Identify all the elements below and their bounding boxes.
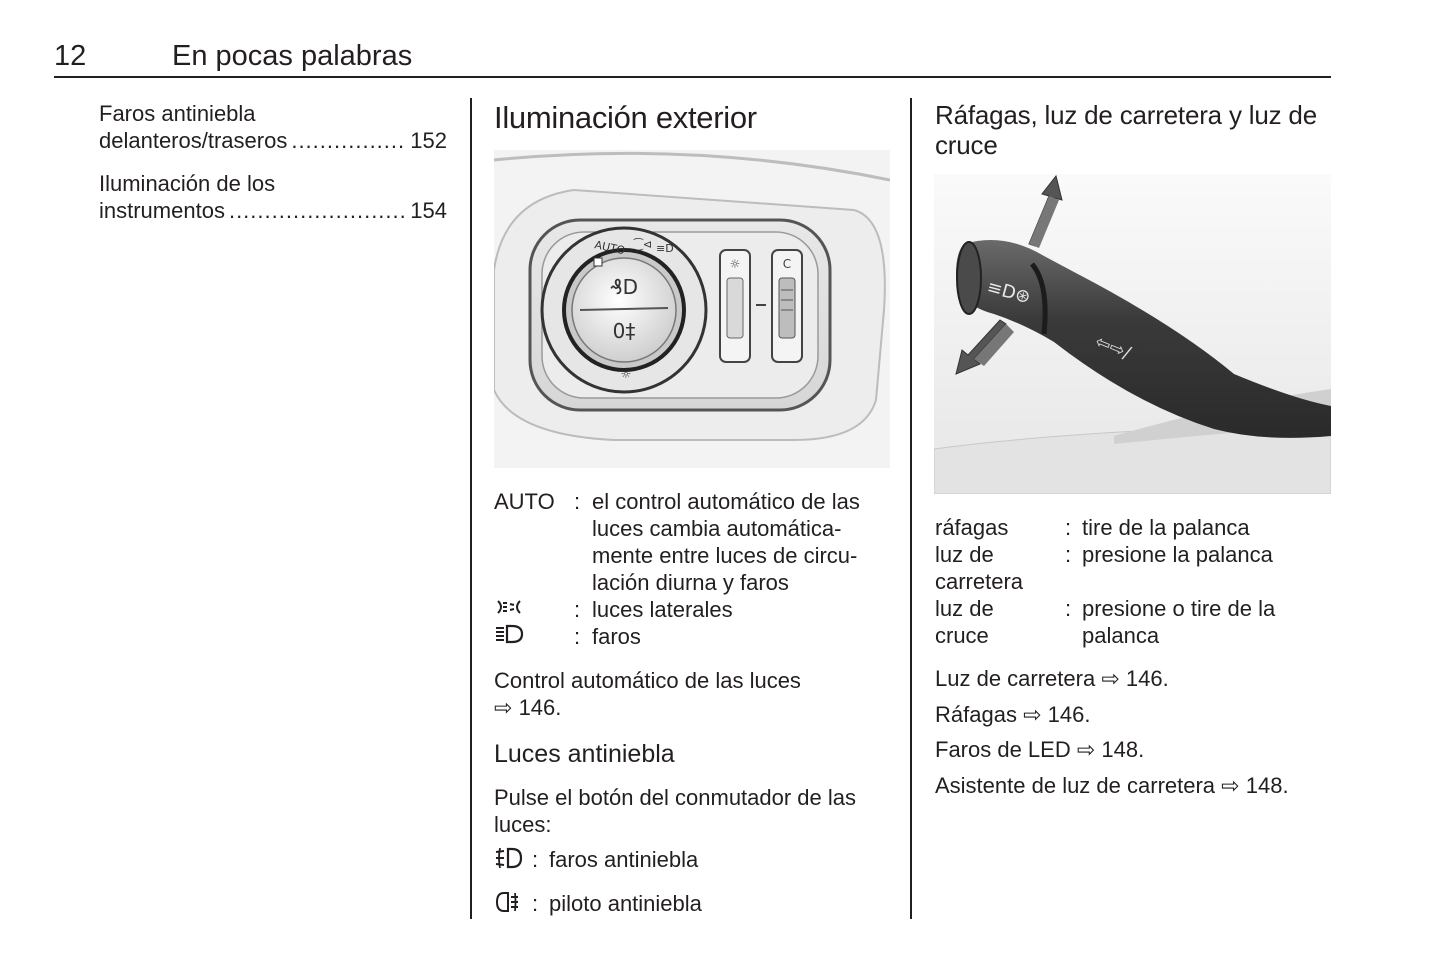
legend-desc-line: mente entre luces de circu- xyxy=(592,543,858,568)
cross-reference-arrow-icon: ⇨ xyxy=(1076,737,1096,762)
light-switch-illustration xyxy=(494,150,890,468)
side-lights-icon xyxy=(494,596,526,624)
cross-reference-arrow-icon: ⇨ xyxy=(1221,773,1240,798)
toc-page-number: 154 xyxy=(410,198,447,223)
legend-term-line: carretera xyxy=(935,569,1024,594)
headlights-symbol: ≡D xyxy=(656,242,674,255)
auto-control-reference[interactable] xyxy=(494,694,801,721)
side-lights-symbol: ⁐⊲ xyxy=(634,238,653,251)
svg-text:⇦⇨/: ⇦⇨/ xyxy=(1092,331,1134,365)
cross-reference-arrow-icon: ⇨ xyxy=(494,695,513,720)
legend-desc-front-fog: faros antiniebla xyxy=(549,847,699,872)
legend-colon: : xyxy=(1065,542,1072,567)
legend-desc-line: faros xyxy=(592,624,641,649)
legend-term-high-beam xyxy=(935,541,1023,595)
toc-entry-instrument-lighting[interactable] xyxy=(99,170,447,224)
auto-label: AUTO xyxy=(593,238,627,258)
legend-term-auto: AUTO xyxy=(494,489,555,514)
toc-leader-dots xyxy=(229,197,406,224)
legend-desc-rear-fog: piloto antiniebla xyxy=(549,891,702,916)
turn-signal-lever-illustration xyxy=(934,174,1331,494)
legend-colon: : xyxy=(532,891,539,916)
headlights-icon xyxy=(494,623,526,651)
legend-term-flash xyxy=(935,514,1008,541)
section-heading-headlight-beams xyxy=(935,100,1335,160)
legend-desc-line: presione la palanca xyxy=(1082,542,1273,567)
legend-desc-line: luces laterales xyxy=(592,597,733,622)
reference-text: Luz de carretera xyxy=(935,666,1096,691)
legend-desc-line: lación diurna y faros xyxy=(592,570,789,595)
lever-legend xyxy=(935,514,1335,654)
auto-control-paragraph xyxy=(494,667,801,721)
section-heading-fog-lights: Luces antiniebla xyxy=(494,740,675,768)
cross-reference-high-beam-assist[interactable] xyxy=(935,772,1289,799)
light-switch-legend xyxy=(494,488,894,648)
legend-desc-line: palanca xyxy=(1082,623,1160,648)
legend-term-line: luz de xyxy=(935,542,994,567)
toc-entry-fog-lights[interactable] xyxy=(99,100,447,154)
legend-term-line: cruce xyxy=(935,623,989,648)
page-title: En pocas palabras xyxy=(172,40,413,72)
turn-signal-lever-figure xyxy=(934,174,1331,494)
legend-colon: : xyxy=(574,489,581,514)
svg-text:≡D⊛: ≡D⊛ xyxy=(984,276,1033,309)
cross-reference-high-beam[interactable] xyxy=(935,665,1169,692)
legend-desc-flash xyxy=(1082,514,1250,541)
toc-entry-line1: Faros antiniebla xyxy=(99,101,256,126)
instrument-illumination-symbol: ☼ xyxy=(620,367,632,381)
fog-intro-paragraph xyxy=(494,784,856,838)
reference-text: Asistente de luz de carretera xyxy=(935,773,1216,798)
legend-colon: : xyxy=(532,847,539,872)
reference-page: 148. xyxy=(1245,773,1289,798)
toc-leader-dots xyxy=(291,127,406,154)
heading-line: Ráfagas, luz de carretera y luz de xyxy=(935,100,1317,130)
front-fog-icon xyxy=(494,846,524,876)
legend-colon: : xyxy=(1065,515,1072,540)
legend-term-line: ráfagas xyxy=(935,515,1009,540)
front-fog-symbol: ₰D xyxy=(609,275,639,299)
column-divider-left xyxy=(470,98,472,919)
toc-entry-line2: instrumentos xyxy=(99,198,225,223)
fog-intro-line: luces: xyxy=(494,812,552,837)
legend-desc-low-beam xyxy=(1082,595,1275,649)
cross-reference-arrow-icon: ⇨ xyxy=(1023,702,1042,727)
legend-desc-auto xyxy=(592,488,860,596)
legend-desc-high-beam xyxy=(1082,541,1273,568)
reference-page: 148. xyxy=(1101,737,1145,762)
auto-control-text: Control automático de las luces xyxy=(494,668,801,693)
cross-reference-led[interactable] xyxy=(935,736,1144,763)
rear-fog-symbol: 0‡ xyxy=(612,319,636,343)
legend-desc-headlights xyxy=(592,623,641,650)
legend-desc-line: el control automático de las xyxy=(592,489,860,514)
reference-page: 146. xyxy=(1125,666,1169,691)
cross-reference-arrow-icon: ⇨ xyxy=(1101,666,1120,691)
cross-reference-flash[interactable] xyxy=(935,701,1090,728)
reference-text: Faros de LED xyxy=(935,737,1071,762)
legend-colon: : xyxy=(574,624,581,649)
rear-fog-icon xyxy=(494,890,524,920)
reference-page: 146. xyxy=(1047,702,1091,727)
column-divider-right xyxy=(910,98,912,919)
legend-colon: : xyxy=(1065,596,1072,621)
legend-colon: : xyxy=(574,597,581,622)
svg-text:C: C xyxy=(782,257,792,271)
legend-desc-line: luces cambia automática- xyxy=(592,516,842,541)
fog-intro-line: Pulse el botón del conmutador de las xyxy=(494,785,857,810)
reference-page: 146. xyxy=(518,695,562,720)
section-heading-exterior-lighting: Iluminación exterior xyxy=(494,100,757,135)
legend-term-low-beam xyxy=(935,595,994,649)
page-number: 12 xyxy=(54,40,87,72)
legend-term-line: luz de xyxy=(935,596,994,621)
legend-desc-line: presione o tire de la xyxy=(1082,596,1276,621)
toc-entry-line2: delanteros/traseros xyxy=(99,128,288,153)
header-rule xyxy=(54,76,1331,78)
legend-desc-line: tire de la palanca xyxy=(1082,515,1250,540)
reference-text: Ráfagas xyxy=(935,702,1017,727)
light-switch-figure xyxy=(494,150,890,468)
legend-desc-side-lights xyxy=(592,596,733,623)
toc-entry-line1: Iluminación de los xyxy=(99,171,276,196)
heading-line: cruce xyxy=(935,130,998,160)
toc-page-number: 152 xyxy=(410,128,447,153)
svg-text:☼: ☼ xyxy=(729,257,741,271)
